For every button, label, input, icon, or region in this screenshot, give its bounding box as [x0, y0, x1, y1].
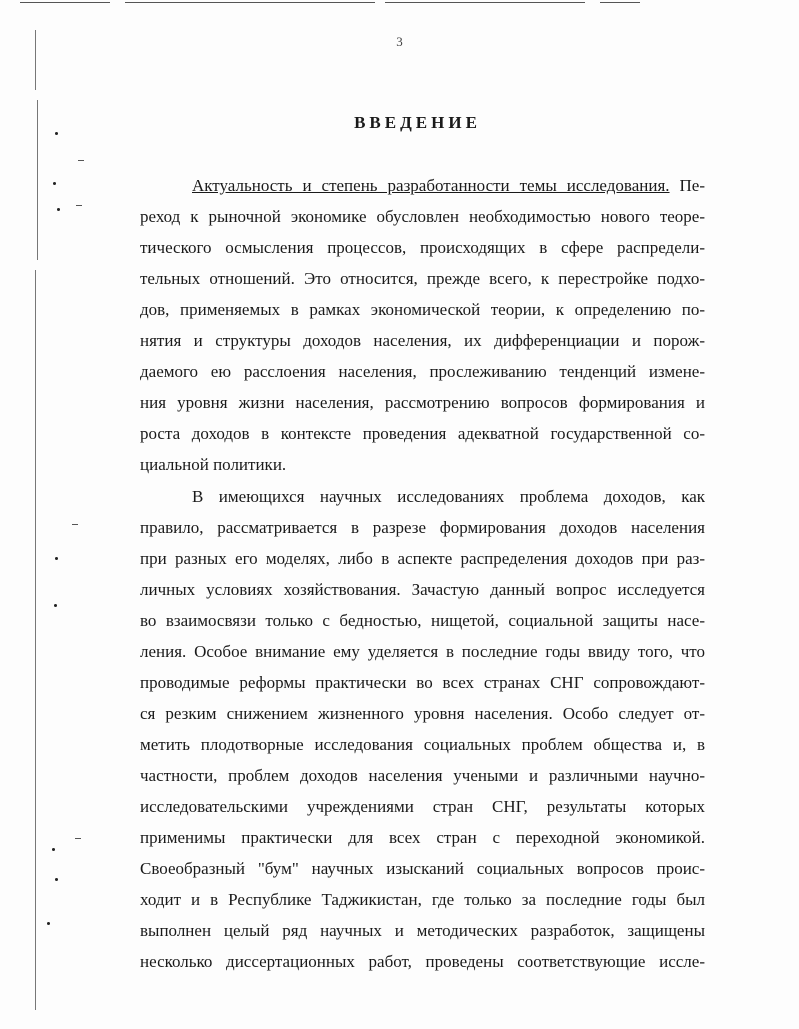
paragraph-line: метить плодотворные исследования социальных проблем общества и, в	[140, 735, 705, 754]
paragraph-line: В имеющихся научных исследованиях проблема доходов, как	[192, 487, 705, 506]
paragraph-line: дов, применяемых в рамках экономической теории, к определению по-	[140, 300, 705, 319]
paragraph-line: реход к рыночной экономике обусловлен необходимостью нового теоре-	[140, 207, 705, 226]
paragraph-line: исследовательскими учреждениями стран СНГ, результаты которых	[140, 797, 705, 816]
scan-speck	[54, 604, 57, 607]
scan-edge-line	[125, 2, 375, 3]
scan-margin-line	[35, 270, 36, 1010]
paragraph-line: тического осмысления процессов, происходящих в сфере распредели-	[140, 238, 705, 257]
scan-speck	[76, 205, 82, 206]
scan-edge-line	[385, 2, 585, 3]
scan-speck	[47, 922, 50, 925]
scan-speck	[55, 878, 58, 881]
scan-speck	[52, 848, 55, 851]
paragraph-line: циальной политики.	[140, 455, 287, 474]
paragraph-line: даемого ею расслоения населения, прослеживанию тенденций измене-	[140, 362, 705, 381]
scan-speck	[75, 838, 81, 839]
paragraph-line: правило, рассматривается в разрезе формирования доходов населения	[140, 518, 705, 537]
scan-speck	[78, 160, 84, 161]
paragraph-line: частности, проблем доходов населения учеными и различными научно-	[140, 766, 705, 785]
paragraph-line: Своеобразный "бум" научных изысканий социальных вопросов проис-	[140, 859, 705, 878]
section-heading: Актуальность и степень разработанности темы исследования.	[192, 176, 670, 195]
paragraph-line: выполнен целый ряд научных и методических разработок, защищены	[140, 921, 705, 940]
paragraph-line: ния уровня жизни населения, рассмотрению вопросов формирования и	[140, 393, 705, 412]
paragraph-line: применимы практически для всех стран с переходной экономикой.	[140, 828, 705, 847]
paragraph-text: Пе-	[679, 176, 705, 195]
paragraph-line: ления. Особое внимание ему уделяется в последние годы ввиду того, что	[140, 642, 705, 661]
scan-speck	[57, 208, 60, 211]
section-title: ВВЕДЕНИЕ	[354, 113, 481, 132]
page-number: 3	[396, 34, 403, 49]
paragraph-line: при разных его моделях, либо в аспекте распределения доходов при раз-	[140, 549, 705, 568]
paragraph-line	[192, 170, 705, 201]
paragraph-line: ходит и в Республике Таджикистан, где только за последние годы был	[140, 890, 705, 909]
paragraph-line: тельных отношений. Это относится, прежде всего, к перестройке подхо-	[140, 269, 705, 288]
paragraph-line: несколько диссертационных работ, проведены соответствующие иссле-	[140, 952, 705, 971]
paragraph-line: личных условиях хозяйствования. Зачастую данный вопрос исследуется	[140, 580, 705, 599]
scan-speck	[55, 557, 58, 560]
paragraph-line: роста доходов в контексте проведения адекватной государственной со-	[140, 424, 705, 443]
scan-edge-line	[600, 2, 640, 3]
scan-speck	[72, 524, 78, 525]
paragraph-line: проводимые реформы практически во всех странах СНГ сопровождают-	[140, 673, 705, 692]
paragraph-line: ся резким снижением жизненного уровня населения. Особо следует от-	[140, 704, 705, 723]
scan-edge-line	[20, 2, 110, 3]
paragraph-line: нятия и структуры доходов населения, их дифференциации и порож-	[140, 331, 705, 350]
scan-speck	[53, 182, 56, 185]
paragraph-line: во взаимосвязи только с бедностью, нищетой, социальной защиты насе-	[140, 611, 705, 630]
